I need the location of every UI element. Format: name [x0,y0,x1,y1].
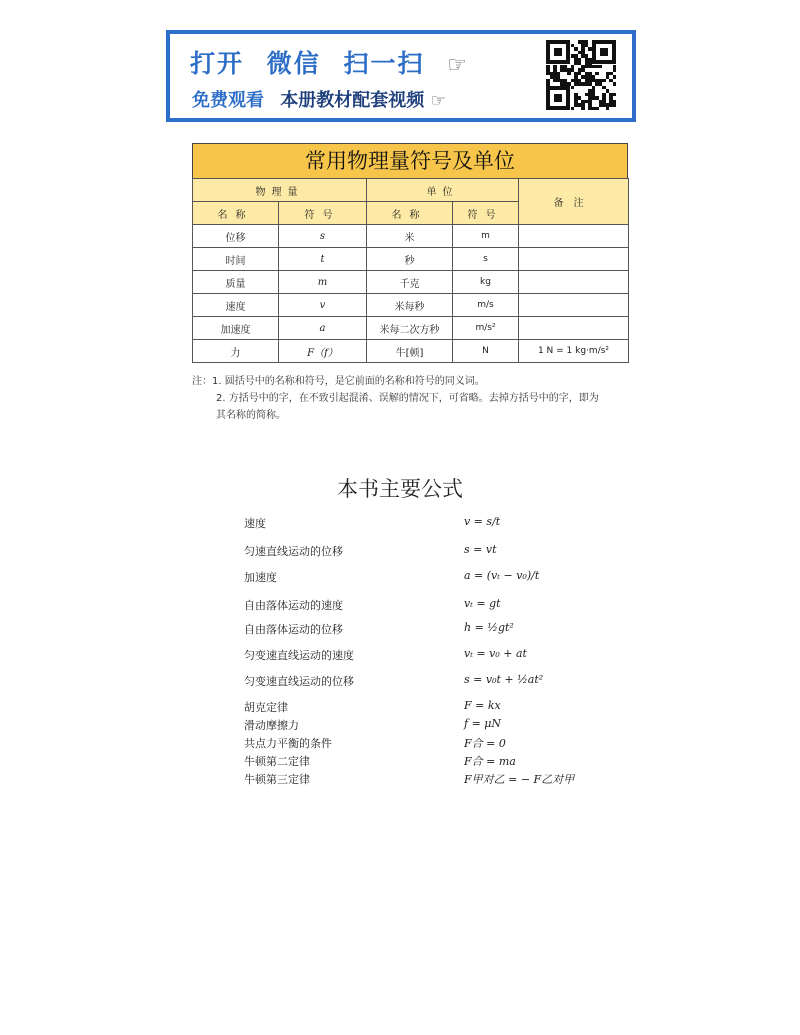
table-row [193,271,629,294]
pointing-hand-icon: ☞ [447,53,469,78]
cell-unit-name: 牛[顿] [367,340,453,363]
formula-expr: F甲对乙 = − F乙对甲 [464,773,575,786]
cell-name: 质量 [193,271,279,294]
table-title: 常用物理量符号及单位 [192,143,628,178]
formula-row [244,644,584,666]
formula-name: 胡克定律 [244,701,288,714]
qr-module [602,79,606,83]
formula-row [244,618,584,640]
formula-name: 匀变速直线运动的位移 [244,675,354,688]
cell-unit-name: 米 [367,225,453,248]
qr-finder [546,86,570,110]
qr-module [581,107,585,111]
formula-expr: vₜ = v₀ + at [464,647,527,660]
formula-row [244,594,584,616]
formula-row [244,540,584,562]
banner-word-open: 打开 [190,49,245,78]
header-unit: 单位 [367,179,519,202]
cell-unit-symbol: m [453,225,519,248]
header-note: 备注 [519,179,629,225]
header-quantity: 物理量 [193,179,367,202]
cell-unit-symbol: m/s² [453,317,519,340]
qr-module [588,47,592,51]
pointing-hand-icon-2: ☞ [430,91,446,111]
table-row [193,317,629,340]
formula-row [244,768,584,790]
header-unit-name: 名称 [367,202,453,225]
cell-unit-symbol: kg [453,271,519,294]
note-2b: 其名称的简称。 [216,410,286,421]
cell-unit-name: 秒 [367,248,453,271]
formulas-title: 本书主要公式 [337,477,463,501]
table-row [193,248,629,271]
banner-line-1 [190,44,481,80]
note-1: 注：1. 圆括号中的名称和符号，是它前面的名称和符号的同义词。 [192,376,485,387]
cell-name: 速度 [193,294,279,317]
formula-name: 牛顿第三定律 [244,773,310,786]
qr-module [567,72,571,76]
formula-row [244,512,584,534]
cell-symbol: a [279,317,367,340]
cell-unit-name: 米每二次方秒 [367,317,453,340]
cell-note [519,225,629,248]
table-row [193,340,629,363]
qr-module [595,107,599,111]
note-2a: 2. 方括号中的字，在不致引起混淆、误解的情况下，可省略。去掉方括号中的字，即为 [216,393,599,404]
formula-expr: h = ½gt² [464,621,514,634]
qr-module [613,93,617,97]
formula-expr: s = vt [464,543,497,556]
formula-name: 滑动摩擦力 [244,719,299,732]
qr-module [606,107,610,111]
table-row [193,225,629,248]
qr-module [546,82,550,86]
cell-unit-symbol: s [453,248,519,271]
cell-name: 时间 [193,248,279,271]
banner-video-text: 本册教材配套视频 [280,90,425,111]
cell-note [519,317,629,340]
table-notes [192,373,632,424]
cell-name: 位移 [193,225,279,248]
qr-module [571,86,575,90]
qr-module [613,103,617,107]
formula-expr: vₜ = gt [464,597,501,610]
table-row [193,294,629,317]
cell-unit-name: 米每秒 [367,294,453,317]
formula-name: 牛顿第二定律 [244,755,310,768]
formula-expr: s = v₀t + ½at² [464,673,544,686]
header-name: 名称 [193,202,279,225]
qr-finder [546,40,570,64]
cell-name: 力 [193,340,279,363]
cell-name: 加速度 [193,317,279,340]
formula-name: 自由落体运动的速度 [244,599,343,612]
qr-code-icon[interactable] [546,40,616,110]
cell-unit-name: 千克 [367,271,453,294]
banner-free-watch: 免费观看 [192,90,264,111]
cell-symbol: s [279,225,367,248]
formula-expr: a = (vₜ − v₀)/t [464,569,540,582]
cell-unit-symbol: m/s [453,294,519,317]
formula-name: 速度 [244,517,266,530]
formula-expr: F合 = ma [464,755,516,768]
cell-note [519,248,629,271]
banner-word-wechat: 微信 [266,49,321,78]
formula-name: 共点力平衡的条件 [244,737,332,750]
cell-symbol: m [279,271,367,294]
cell-note: 1 N = 1 kg·m/s² [519,340,629,363]
banner-line-2 [192,86,446,112]
cell-note [519,294,629,317]
formula-name: 匀变速直线运动的速度 [244,649,354,662]
formula-expr: F = kx [464,699,501,712]
formula-name: 匀速直线运动的位移 [244,545,343,558]
qr-module [613,68,617,72]
cell-symbol: F（f） [279,340,367,363]
qr-module [613,75,617,79]
banner-word-scan: 扫一扫 [343,49,425,78]
formula-row [244,670,584,692]
qr-module [595,72,599,76]
formula-expr: v = s/t [464,515,501,528]
header-unit-symbol: 符号 [453,202,519,225]
cell-note [519,271,629,294]
cell-symbol: v [279,294,367,317]
qr-finder [592,40,616,64]
formula-name: 加速度 [244,571,277,584]
quantity-table [192,178,629,363]
formula-name: 自由落体运动的位移 [244,623,343,636]
formula-expr: F合 = 0 [464,737,506,750]
promo-banner[interactable] [166,30,636,122]
cell-unit-symbol: N [453,340,519,363]
formula-row [244,566,584,588]
cell-symbol: t [279,248,367,271]
qr-module [571,107,575,111]
qr-module [613,82,617,86]
formula-expr: f = μN [464,717,502,730]
quantity-table-block [192,143,628,363]
qr-module [599,65,603,69]
header-symbol: 符号 [279,202,367,225]
